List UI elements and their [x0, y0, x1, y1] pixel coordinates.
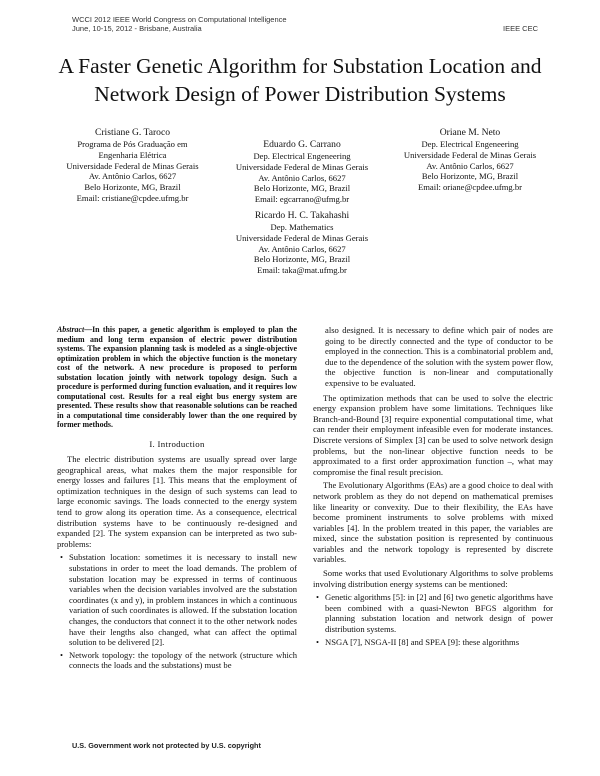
author-affiliation-line: Universidade Federal de Minas Gerais — [403, 149, 537, 160]
author-affiliation-line: Engenharia Elétrica — [98, 149, 167, 160]
author-affiliation-line: Av. Antônio Carlos, 6627 — [258, 172, 346, 183]
copyright-footer: U.S. Government work not protected by U.S. copyright — [72, 741, 261, 750]
author-affiliation-line: Belo Horizonte, MG, Brazil — [84, 182, 181, 193]
running-header — [72, 15, 287, 33]
author-block — [385, 127, 555, 193]
abstract-text: —In this paper, a genetic algorithm is employed to plan the medium and long term expansion of electric power distribution systems. The expansion planning task is modeled as a single-objective optimization problem in which the objective function is the monetary cost of the network. A new procedure is proposed to perform substation location jointly with network topology design. Such a procedure is performed during function evaluation, and it requires low computational cost. Results for a real eight bus energy system are presented. These results show that reasonable solutions can be reached in a computational time considerably lower than the one required by former methods. — [57, 325, 297, 429]
author-affiliation-line: Belo Horizonte, MG, Brazil — [253, 254, 351, 265]
paragraph: The electric distribution systems are usually spread over large geographical areas, what makes them the major responsible for energy losses and failures [1]. This means that the employment of optimization techniques in the design of such systems can lead to large economic savings. The loads connected to the energy system tend to grow along its operation time. As a consequence, electrical distribution systems have to be continuously re-designed and expanded [2]. The system expansion can be interpreted as two sub-problems: — [57, 454, 297, 549]
author-affiliation-line: Belo Horizonte, MG, Brazil — [421, 171, 519, 182]
author-affiliation-line: Belo Horizonte, MG, Brazil — [253, 183, 351, 194]
author-affiliation-line: Dep. Electrical Engeneering — [253, 151, 351, 161]
paper-title: A Faster Genetic Algorithm for Substation Location and Network Design of Power Distribution Systems — [58, 54, 542, 106]
paragraph: The optimization methods that can be used to solve the electric energy expansion problem have some limitations. Techniques like Branch-and-Bound [3] require exponential computational time, what can render their employment infeasible even for moderate instances. Discrete versions of Simplex [3] can be used to solve network design problems, but the non-linear objective function needs to be approximated to a first order approximation function –, what may compromise the final result precision. — [313, 392, 553, 477]
bullet-list — [57, 552, 297, 671]
paragraph: Some works that used Evolutionary Algorithms to solve problems involving distribution energy systems can be mentioned: — [313, 568, 553, 589]
conference-name: WCCI 2012 IEEE World Congress on Computational Intelligence — [72, 15, 287, 24]
author-affiliation-line: Dep. Mathematics — [270, 222, 334, 232]
section-heading: I. Introduction — [149, 438, 205, 449]
author-block — [217, 210, 387, 276]
list-item: • Substation location: sometimes it is necessary to install new substations in order to meet the load demands. The problem of substation location may be expressed in terms of continuous variables when the decision variables involved are the substation coordinates (x and y), in problem instances in which a continuous variation of such coordinates is allowed. If the substation location changes, the conductors that connect it to the other network nodes have their lengths also changed, what can affect the optimal solution to be delivered [2]. — [57, 552, 297, 647]
author-affiliation-line: Programa de Pós Graduação em — [77, 139, 188, 149]
list-item: • Genetic algorithms [5]: in [2] and [6] two genetic algorithms have been combined with a quasi-Newton BFGS algorithm for planning substation location and network design of power distribution systems. — [313, 592, 553, 634]
author-affiliation-line: Dep. Electrical Engeneering — [421, 139, 519, 149]
conference-dates: June, 10-15, 2012 - Brisbane, Australia — [72, 24, 202, 33]
bullet-list — [313, 592, 553, 647]
paragraph: The Evolutionary Algorithms (EAs) are a good choice to deal with network problem as they do not depend on mathematical premises like linearity or convexity. Due to their flexibility, the EAs have become prominent instruments to solve problems with mixed variables [4]. In the problem treated in this paper, the variables are mixed, since the substation position is represented by continuous variables and the network topology is represented by discrete variables. — [313, 480, 553, 565]
list-item: • NSGA [7], NSGA-II [8] and SPEA [9]: these algorithms — [313, 637, 553, 648]
author-email: Email: cristiane@cpdee.ufmg.br — [76, 192, 189, 203]
author-block — [50, 127, 215, 204]
abstract — [57, 325, 297, 430]
list-item-continuation: also designed. It is necessary to define which pair of nodes are going to be directly connected and the type of conductor to be employed in the connection. This is a combinatorial problem and, due to the dependence of the solution with the system power flow, the objective function is non-linear and computationally expensive to be evaluated. — [325, 325, 553, 388]
author-name: Eduardo G. Carrano — [263, 139, 341, 150]
right-column — [313, 325, 553, 649]
author-block — [217, 139, 387, 205]
author-affiliation-line: Av. Antônio Carlos, 6627 — [426, 160, 514, 171]
author-affiliation-line: Universidade Federal de Minas Gerais — [235, 232, 369, 243]
author-name: Oriane M. Neto — [439, 127, 501, 138]
author-email: Email: taka@mat.ufmg.br — [257, 265, 347, 276]
author-affiliation-line: Universidade Federal de Minas Gerais — [235, 161, 369, 172]
abstract-label: Abstract — [57, 325, 85, 334]
author-affiliation-line: Av. Antônio Carlos, 6627 — [88, 171, 177, 182]
conference-track: IEEE CEC — [502, 24, 538, 33]
author-affiliation-line: Universidade Federal de Minas Gerais — [66, 160, 199, 171]
author-name: Cristiane G. Taroco — [94, 127, 171, 138]
list-item: • Network topology: the topology of the network (structure which connects the loads and the substations) must be — [57, 650, 297, 671]
author-name: Ricardo H. C. Takahashi — [254, 210, 350, 221]
author-email: Email: oriane@cpdee.ufmg.br — [417, 182, 523, 193]
author-affiliation-line: Av. Antônio Carlos, 6627 — [258, 243, 346, 254]
left-column — [57, 325, 297, 673]
author-email: Email: egcarrano@ufmg.br — [254, 194, 350, 205]
